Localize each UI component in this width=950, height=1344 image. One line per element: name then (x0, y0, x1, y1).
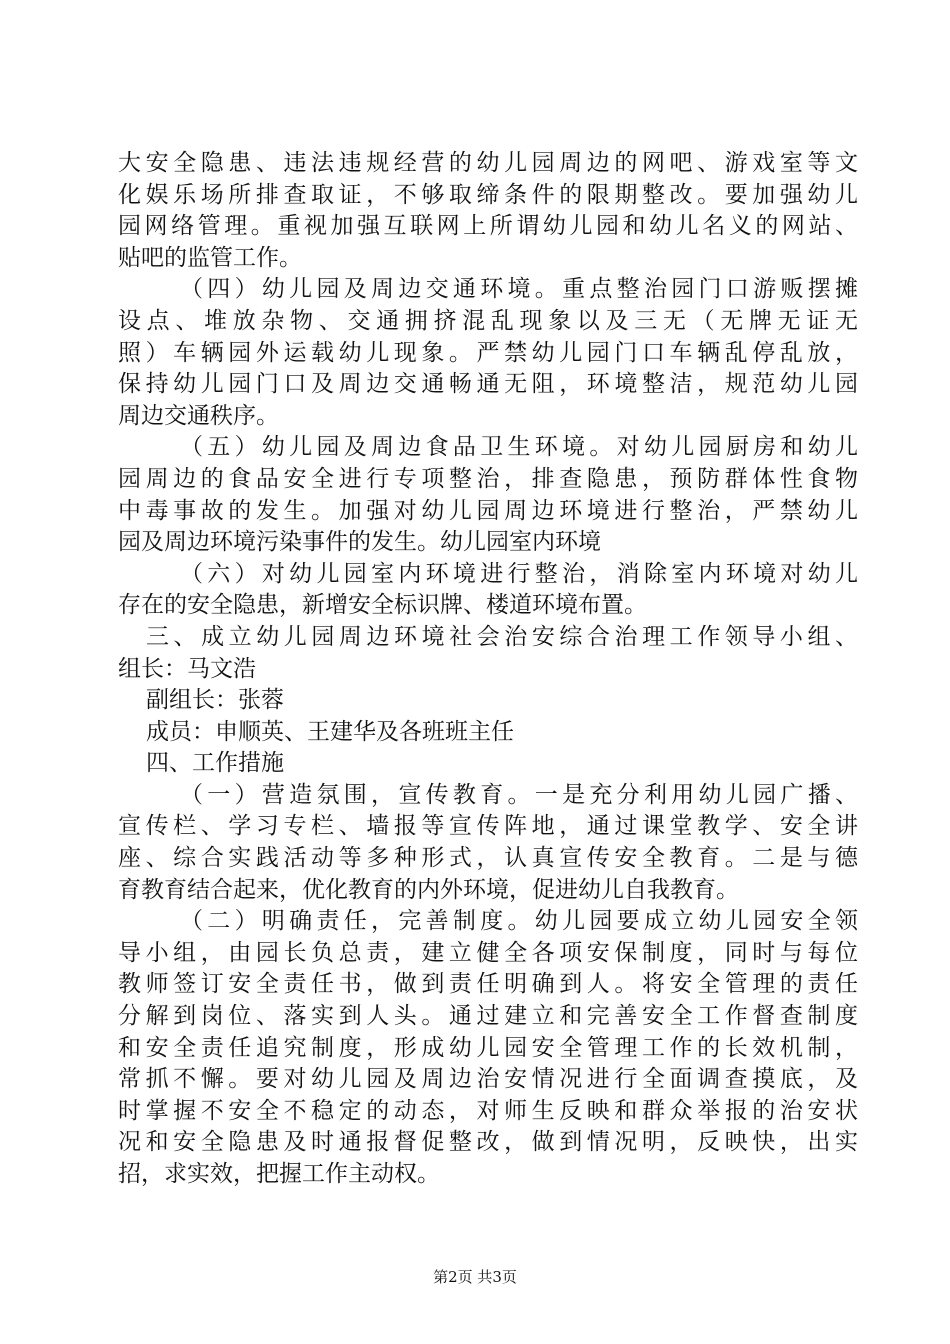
text-line: 况和安全隐患及时通报督促整改，做到情况明，反映快，出实 (118, 1129, 858, 1156)
text-line: 招，求实效，把握工作主动权。 (118, 1161, 440, 1187)
text-line: 保持幼儿园门口及周边交通畅通无阻，环境整洁，规范幼儿园 (118, 371, 858, 398)
text-line: 导小组，由园长负总责，建立健全各项安保制度，同时与每位 (118, 939, 858, 966)
text-line: （四）幼儿园及周边交通环境。重点整治园门口游贩摆摊 (180, 276, 858, 303)
text-line: 三、成立幼儿园周边环境社会治安综合治理工作领导小组、 (146, 623, 858, 650)
text-line: 副组长：张蓉 (146, 687, 284, 714)
text-line: 和安全责任追究制度，形成幼儿园安全管理工作的长效机制， (118, 1034, 858, 1061)
text-line: 常抓不懈。要对幼儿园及周边治安情况进行全面调查摸底，及 (118, 1066, 858, 1093)
text-line: 化娱乐场所排查取证，不够取缔条件的限期整改。要加强幼儿 (118, 181, 858, 208)
text-line: （二）明确责任，完善制度。幼儿园要成立幼儿园安全领 (180, 908, 858, 935)
page-number: 第2页 共3页 (433, 1268, 517, 1286)
text-line: （五）幼儿园及周边食品卫生环境。对幼儿园厨房和幼儿 (180, 434, 858, 461)
text-line: 分解到岗位、落实到人头。通过建立和完善安全工作督查制度 (118, 1003, 858, 1030)
text-line: 宣传栏、学习专栏、墙报等宣传阵地，通过课堂教学、安全讲 (118, 813, 858, 840)
text-line: 大安全隐患、违法违规经营的幼儿园周边的网吧、游戏室等文 (118, 150, 858, 176)
text-line: 组长：马文浩 (118, 655, 256, 682)
text-line: 成员：申顺英、王建华及各班班主任 (146, 718, 514, 745)
text-line: 座、综合实践活动等多种形式，认真宣传安全教育。二是与德 (118, 845, 858, 872)
text-line: 园周边的食品安全进行专项整治，排查隐患，预防群体性食物 (118, 465, 858, 492)
text-line: （六）对幼儿园室内环境进行整治，消除室内环境对幼儿 (180, 560, 858, 587)
text-line: （一）营造氛围，宣传教育。一是充分利用幼儿园广播、 (180, 781, 858, 808)
document-body (118, 148, 858, 1191)
text-line: 中毒事故的发生。加强对幼儿园周边环境进行整治，严禁幼儿 (118, 497, 858, 524)
text-line: 教师签订安全责任书，做到责任明确到人。将安全管理的责任 (118, 971, 858, 998)
text-line: 贴吧的监管工作。 (118, 244, 302, 271)
text-line: 园及周边环境污染事件的发生。幼儿园室内环境 (118, 529, 601, 556)
text-line: 照）车辆园外运载幼儿现象。严禁幼儿园门口车辆乱停乱放， (118, 339, 858, 366)
text-line: 园网络管理。重视加强互联网上所谓幼儿园和幼儿名义的网站、 (118, 213, 858, 240)
section-heading: 四、工作措施 (146, 750, 284, 777)
text-line: 育教育结合起来，优化教育的内外环境，促进幼儿自我教育。 (118, 876, 739, 903)
text-line: 存在的安全隐患，新增安全标识牌、楼道环境布置。 (118, 592, 647, 619)
text-line: 设点、堆放杂物、交通拥挤混乱现象以及三无（无牌无证无 (118, 307, 858, 334)
text-line: 周边交通秩序。 (118, 402, 279, 429)
text-line: 时掌握不安全不稳定的动态，对师生反映和群众举报的治安状 (118, 1097, 858, 1124)
